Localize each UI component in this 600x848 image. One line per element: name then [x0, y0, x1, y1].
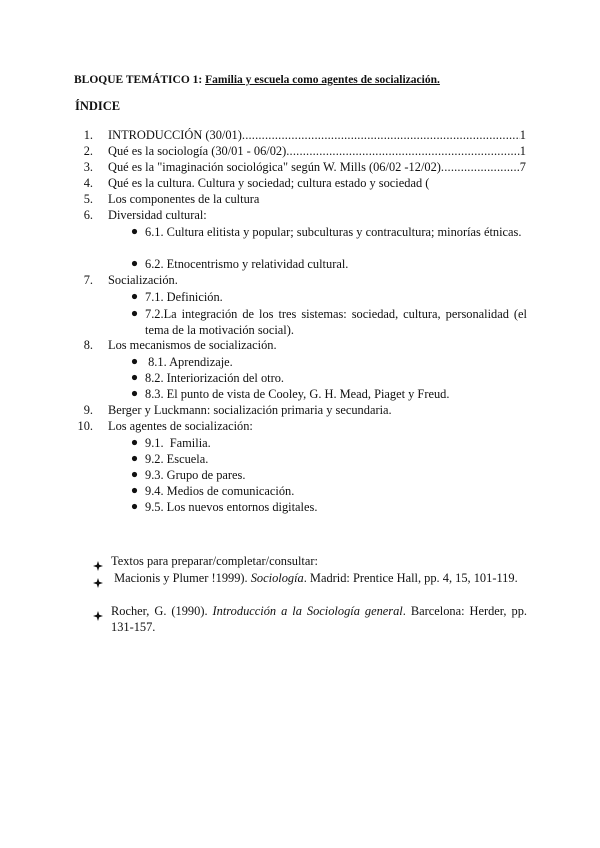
toc-entry-text: Qué es la "imaginación sociológica" según W. Mills (06/02 -12/02) — [108, 160, 441, 174]
bullet-icon — [131, 503, 138, 510]
toc-entry-10: Los agentes de socialización: — [108, 419, 253, 433]
leader-dots — [441, 159, 520, 175]
toc-entry-text: Qué es la sociología (30/01 - 06/02) — [108, 144, 287, 158]
index-heading: ÍNDICE — [75, 99, 121, 113]
bullet-icon — [131, 310, 138, 317]
reference-macionis — [111, 570, 527, 586]
diamond-bullet-icon — [93, 556, 103, 566]
subitem-9-2: 9.2. Escuela. — [145, 452, 209, 466]
block-title-text: Familia y escuela como agentes de socialización. — [205, 74, 440, 86]
subitem-9-1: 9.1. Familia. — [145, 436, 211, 450]
bullet-icon — [131, 439, 138, 446]
item-number: 4. — [83, 176, 93, 190]
toc-entry-3[interactable] — [108, 159, 526, 175]
toc-page-number: 1 — [519, 128, 526, 142]
toc-entry-1[interactable] — [108, 127, 526, 143]
item-number: 10. — [77, 419, 93, 433]
toc-entry-text: INTRODUCCIÓN (30/01) — [108, 128, 242, 142]
reference-details: . Barcelona: Herder, pp. 131-157. — [111, 604, 527, 634]
subitem-9-4: 9.4. Medios de comunicación. — [145, 484, 295, 498]
toc-entry-5: Los componentes de la cultura — [108, 192, 260, 206]
diamond-bullet-icon — [93, 606, 103, 616]
toc-entry-6: Diversidad cultural: — [108, 208, 207, 222]
leader-dots — [286, 143, 520, 159]
reference-details: . Madrid: Prentice Hall, pp. 4, 15, 101-119. — [303, 571, 518, 585]
bullet-icon — [131, 374, 138, 381]
subitem-8-1: 8.1. Aprendizaje. — [145, 355, 233, 369]
bullet-icon — [131, 455, 138, 462]
reference-rocher — [111, 603, 527, 635]
item-number: 8. — [83, 338, 93, 352]
toc-page-number: 1 — [519, 144, 526, 158]
bullet-icon — [131, 471, 138, 478]
subitem-7-2: 7.2.La integración de los tres sistemas: sociedad, cultura, personalidad (el tema de la motivación social). — [145, 307, 527, 337]
toc-entry-4: Qué es la cultura. Cultura y sociedad; cultura estado y sociedad ( — [108, 176, 430, 190]
subitem-8-2: 8.2. Interiorización del otro. — [145, 371, 285, 385]
references-intro: Textos para preparar/completar/consultar: — [111, 554, 318, 568]
subitem-7-1: 7.1. Definición. — [145, 290, 223, 304]
reference-title: Sociología — [250, 571, 304, 585]
bullet-icon — [131, 293, 138, 300]
bullet-icon — [131, 228, 138, 235]
bullet-icon — [131, 487, 138, 494]
subitem-6-1: 6.1. Cultura elitista y popular; subculturas y contracultura; minorías étnicas. — [145, 225, 522, 239]
toc-page-number: 7 — [519, 160, 526, 174]
item-number: 6. — [83, 208, 93, 222]
item-number: 1. — [83, 128, 93, 142]
bullet-icon — [131, 390, 138, 397]
bullet-icon — [131, 260, 138, 267]
block-title-prefix: BLOQUE TEMÁTICO 1: — [74, 74, 206, 86]
subitem-6-2: 6.2. Etnocentrismo y relatividad cultural. — [145, 257, 349, 271]
toc-entry-9: Berger y Luckmann: socialización primaria y secundaria. — [108, 403, 392, 417]
block-title — [74, 74, 440, 86]
item-number: 2. — [83, 144, 93, 158]
item-number: 3. — [83, 160, 93, 174]
subitem-8-3: 8.3. El punto de vista de Cooley, G. H. Mead, Piaget y Freud. — [145, 387, 450, 401]
bullet-icon — [131, 358, 138, 365]
item-number: 7. — [83, 273, 93, 287]
reference-author: Rocher, G. (1990). — [111, 604, 213, 618]
reference-title: Introducción a la Sociología general — [212, 604, 403, 618]
reference-author: Macionis y Plumer !1999). — [111, 571, 251, 585]
subitem-9-3: 9.3. Grupo de pares. — [145, 468, 246, 482]
toc-entry-2[interactable] — [108, 143, 526, 159]
subitem-9-5: 9.5. Los nuevos entornos digitales. — [145, 500, 318, 514]
leader-dots — [242, 127, 520, 143]
diamond-bullet-icon — [93, 573, 103, 583]
toc-entry-7: Socialización. — [108, 273, 178, 287]
item-number: 5. — [83, 192, 93, 206]
toc-entry-8: Los mecanismos de socialización. — [108, 338, 277, 352]
item-number: 9. — [83, 403, 93, 417]
